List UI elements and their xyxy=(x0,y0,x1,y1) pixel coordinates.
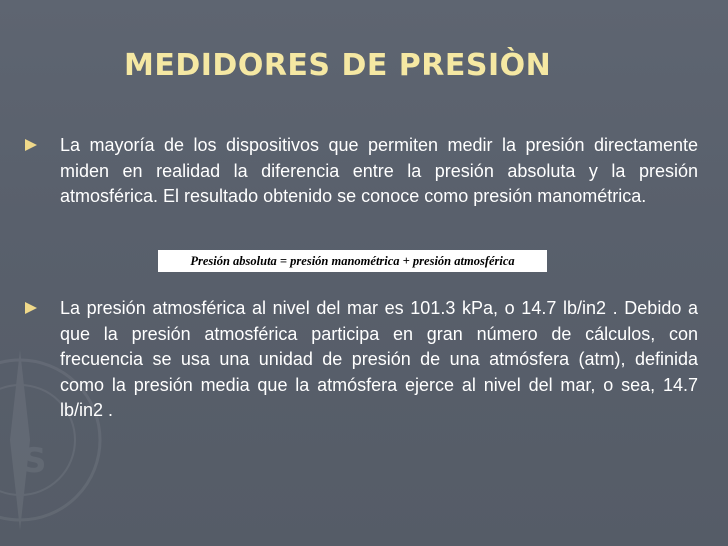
triangle-right-icon xyxy=(24,301,38,315)
bullet-text: La presión atmosférica al nivel del mar es 101.3 kPa, o 14.7 lb/in2 . Debido a que la presión atmosférica participa en gran número de cálculos, con frecuencia se usa una unidad de presión de una atmósfera (atm), definida como la presión media que la atmósfera ejerce al nivel del mar, o sea, 14.7 lb/in2 . xyxy=(60,298,698,420)
formula-text: Presión absoluta = presión manométrica + presión atmosférica xyxy=(190,253,515,268)
formula-box xyxy=(158,250,547,272)
bullet-item xyxy=(24,133,698,210)
svg-text:S: S xyxy=(22,441,47,481)
bullet-text: La mayoría de los dispositivos que permiten medir la presión directamente miden en realidad la diferencia entre la presión absoluta y la presión atmosférica. El resultado obtenido se conoce como presión manométrica. xyxy=(60,135,698,206)
bullet-item xyxy=(24,296,698,424)
slide-title: MEDIDORES DE PRESIÒN xyxy=(124,48,552,83)
triangle-right-icon xyxy=(24,138,38,152)
